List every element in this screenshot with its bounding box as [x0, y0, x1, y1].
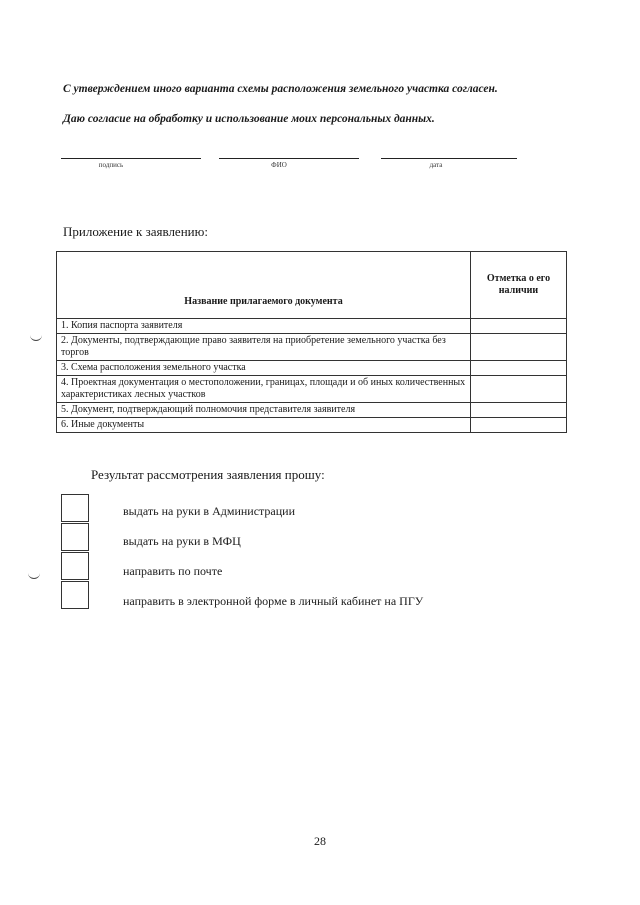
attachments-table: [56, 251, 567, 433]
header-presence-mark: Отметка о его наличии: [471, 252, 567, 319]
table-row: [57, 376, 567, 403]
table-row: [57, 319, 567, 334]
presence-mark-cell[interactable]: [471, 418, 567, 433]
attachments-title: Приложение к заявлению:: [63, 224, 208, 239]
document-name-cell: 6. Иные документы: [57, 418, 471, 433]
document-name-cell: 3. Схема расположения земельного участка: [57, 361, 471, 376]
date-line: [381, 158, 517, 159]
checkbox-electronic[interactable]: [61, 581, 89, 609]
option-mfc-label: выдать на руки в МФЦ: [123, 534, 241, 548]
document-name-cell: 4. Проектная документация о местоположении, границах, площади и об иных количественных характеристиках лесных участков: [57, 376, 471, 403]
document-name-cell: 5. Документ, подтверждающий полномочия представителя заявителя: [57, 403, 471, 418]
checkbox-administration[interactable]: [61, 494, 89, 522]
table-row: [57, 361, 567, 376]
document-name-cell: 2. Документы, подтверждающие право заявителя на приобретение земельного участка без торгов: [57, 334, 471, 361]
presence-mark-cell[interactable]: [471, 319, 567, 334]
signature-line: [61, 158, 201, 159]
consent-statement-scheme: С утверждением иного варианта схемы расположения земельного участка согласен.: [63, 83, 498, 95]
result-title: Результат рассмотрения заявления прошу:: [91, 467, 325, 482]
consent-statement-personal-data: Даю согласие на обработку и использование моих персональных данных.: [63, 113, 435, 125]
signature-label: подпись: [98, 161, 124, 169]
header-document-name: Название прилагаемого документа: [57, 252, 471, 319]
page-number: 28: [314, 834, 326, 848]
presence-mark-cell[interactable]: [471, 361, 567, 376]
margin-mark: [28, 572, 40, 579]
presence-mark-cell[interactable]: [471, 376, 567, 403]
presence-mark-cell[interactable]: [471, 334, 567, 361]
table-row: [57, 403, 567, 418]
document-name-cell: 1. Копия паспорта заявителя: [57, 319, 471, 334]
margin-mark: [30, 334, 42, 341]
table-row: [57, 418, 567, 433]
presence-mark-cell[interactable]: [471, 403, 567, 418]
full-name-label: ФИО: [271, 161, 287, 169]
option-mail-label: направить по почте: [123, 564, 223, 578]
full-name-line: [219, 158, 359, 159]
table-header-row: [57, 252, 567, 319]
option-electronic-label: направить в электронной форме в личный кабинет на ПГУ: [123, 594, 424, 608]
checkbox-mail[interactable]: [61, 552, 89, 580]
table-row: [57, 334, 567, 361]
option-administration-label: выдать на руки в Администрации: [123, 504, 296, 518]
date-label: дата: [429, 161, 443, 169]
checkbox-mfc[interactable]: [61, 523, 89, 551]
